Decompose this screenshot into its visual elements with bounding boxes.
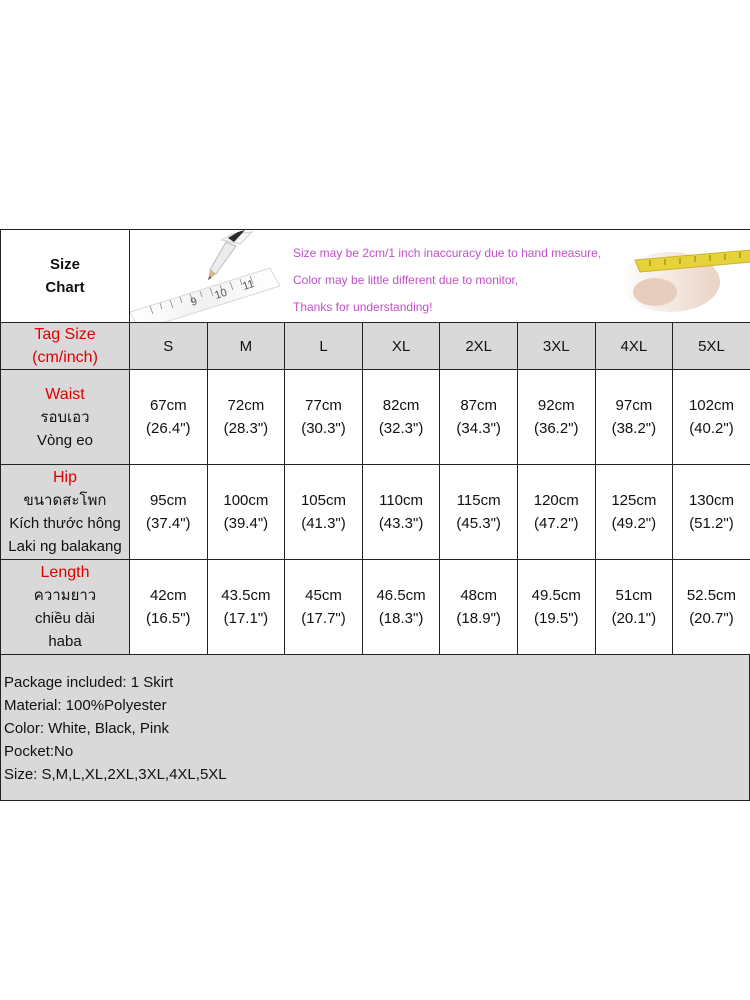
inch-value: (32.3")	[378, 420, 424, 437]
inch-value: (40.2")	[689, 420, 734, 437]
inch-value: (28.3")	[223, 420, 269, 437]
inch-value: (20.7")	[689, 610, 734, 627]
cm-value: 77cm	[305, 397, 342, 414]
hip-label	[1, 465, 130, 560]
size-header: 2XL	[440, 323, 518, 370]
waist-label	[1, 370, 130, 465]
row-label: Hip	[52, 469, 77, 486]
length-label	[1, 560, 130, 655]
tag-size-label-line-1: Tag Size	[34, 326, 96, 343]
measure-cell	[595, 560, 673, 655]
inch-value: (47.2")	[534, 515, 579, 532]
measure-cell	[362, 465, 440, 560]
measure-cell	[285, 465, 363, 560]
title-line-2: Chart	[45, 279, 85, 296]
inch-value: (41.3")	[301, 515, 346, 532]
size-header: 5XL	[673, 323, 750, 370]
inch-value: (34.3")	[456, 420, 501, 437]
tag-size-label	[1, 323, 130, 370]
measure-cell	[130, 560, 208, 655]
measure-cell	[362, 560, 440, 655]
cm-value: 72cm	[227, 397, 265, 414]
info-pocket: Pocket:No	[4, 743, 74, 760]
title-line-1: Size	[49, 256, 80, 273]
cm-value: 48cm	[460, 587, 498, 604]
row-translation: Vòng eo	[37, 431, 93, 449]
row-translation: ความยาว	[33, 587, 97, 604]
row-translation: haba	[48, 633, 82, 650]
cm-value: 49.5cm	[531, 587, 581, 604]
measure-cell	[440, 465, 518, 560]
inch-value: (37.4")	[146, 515, 191, 532]
cm-value: 92cm	[537, 397, 575, 414]
tape-measure-icon	[620, 250, 750, 312]
ruler-icon	[130, 268, 280, 322]
info-color: Color: White, Black, Pink	[4, 720, 170, 737]
waist-row	[1, 370, 750, 465]
size-header: 4XL	[595, 323, 673, 370]
banner-note-2: Color may be little different due to monitor,	[293, 273, 519, 287]
measure-cell	[285, 370, 363, 465]
measure-cell	[595, 465, 673, 560]
measure-cell	[285, 560, 363, 655]
measure-cell	[207, 465, 285, 560]
cm-value: 120cm	[533, 492, 579, 509]
cm-value: 115cm	[456, 492, 501, 509]
inch-value: (18.9")	[456, 610, 501, 627]
inch-value: (26.4")	[146, 420, 191, 437]
cm-value: 100cm	[223, 492, 269, 509]
banner-note-1: Size may be 2cm/1 inch inaccuracy due to hand measure,	[293, 246, 602, 260]
inch-value: (36.2")	[534, 420, 579, 437]
measure-cell	[673, 370, 750, 465]
cm-value: 102cm	[688, 397, 734, 414]
inch-value: (20.1")	[611, 610, 657, 627]
cm-value: 45cm	[305, 587, 342, 604]
row-translation: รอบเอว	[40, 408, 90, 426]
size-chart-table	[0, 229, 750, 655]
measure-cell	[517, 560, 595, 655]
ruler-tick-11: 11	[241, 277, 256, 293]
inch-value: (49.2")	[611, 515, 657, 532]
row-translation: Kích thước hông	[9, 515, 121, 532]
size-header: XL	[362, 323, 440, 370]
measure-cell	[130, 465, 208, 560]
tag-size-row	[1, 323, 750, 370]
inch-value: (16.5")	[146, 610, 191, 627]
measure-cell	[517, 465, 595, 560]
row-label: Length	[40, 564, 90, 581]
size-header: 3XL	[517, 323, 595, 370]
inch-value: (45.3")	[456, 515, 501, 532]
cm-value: 46.5cm	[376, 587, 426, 604]
product-info-box	[0, 655, 750, 801]
measure-cell	[517, 370, 595, 465]
info-package: Package included: 1 Skirt	[4, 674, 174, 691]
row-translation: chiều dài	[34, 610, 96, 627]
cm-value: 105cm	[300, 492, 346, 509]
tag-size-label-line-2: (cm/inch)	[32, 349, 98, 366]
size-header: L	[285, 323, 363, 370]
measure-cell	[207, 370, 285, 465]
inch-value: (43.3")	[378, 515, 424, 532]
ruler-tick-10: 10	[213, 286, 229, 302]
inch-value: (51.2")	[689, 515, 734, 532]
hip-row	[1, 465, 750, 560]
cm-value: 110cm	[379, 492, 424, 509]
info-sizes: Size: S,M,L,XL,2XL,3XL,4XL,5XL	[4, 766, 227, 783]
measure-cell	[673, 465, 750, 560]
header-row	[1, 230, 750, 323]
cm-value: 51cm	[615, 587, 653, 604]
ruler-tick-9: 9	[189, 295, 199, 309]
inch-value: (19.5")	[534, 610, 579, 627]
inch-value: (30.3")	[301, 420, 346, 437]
length-row	[1, 560, 750, 655]
measure-cell	[362, 370, 440, 465]
measure-cell	[440, 560, 518, 655]
measure-cell	[440, 370, 518, 465]
row-label: Waist	[45, 385, 85, 403]
inch-value: (17.1")	[223, 610, 269, 627]
info-material: Material: 100%Polyester	[4, 697, 167, 714]
measure-cell	[595, 370, 673, 465]
pencil-icon	[208, 230, 252, 280]
cm-value: 130cm	[688, 492, 734, 509]
inch-value: (18.3")	[378, 610, 424, 627]
measure-cell	[207, 560, 285, 655]
size-header: S	[130, 323, 208, 370]
cm-value: 97cm	[615, 397, 653, 414]
measure-cell	[130, 370, 208, 465]
cm-value: 125cm	[611, 492, 657, 509]
banner-note-3: Thanks for understanding!	[293, 300, 433, 314]
cm-value: 82cm	[382, 397, 420, 414]
chart-title	[1, 230, 130, 323]
measure-cell	[673, 560, 750, 655]
cm-value: 67cm	[149, 397, 187, 414]
cm-value: 43.5cm	[221, 587, 271, 604]
inch-value: (38.2")	[611, 420, 657, 437]
size-chart-sheet	[0, 229, 750, 801]
inch-value: (39.4")	[223, 515, 269, 532]
measurement-banner	[130, 230, 750, 323]
cm-value: 95cm	[149, 492, 187, 509]
inch-value: (17.7")	[301, 610, 346, 627]
cm-value: 42cm	[149, 587, 187, 604]
cm-value: 87cm	[460, 397, 498, 414]
cm-value: 52.5cm	[686, 587, 737, 604]
row-translation: ขนาดสะโพก	[23, 492, 107, 509]
size-header: M	[207, 323, 285, 370]
row-translation: Laki ng balakang	[8, 538, 122, 555]
